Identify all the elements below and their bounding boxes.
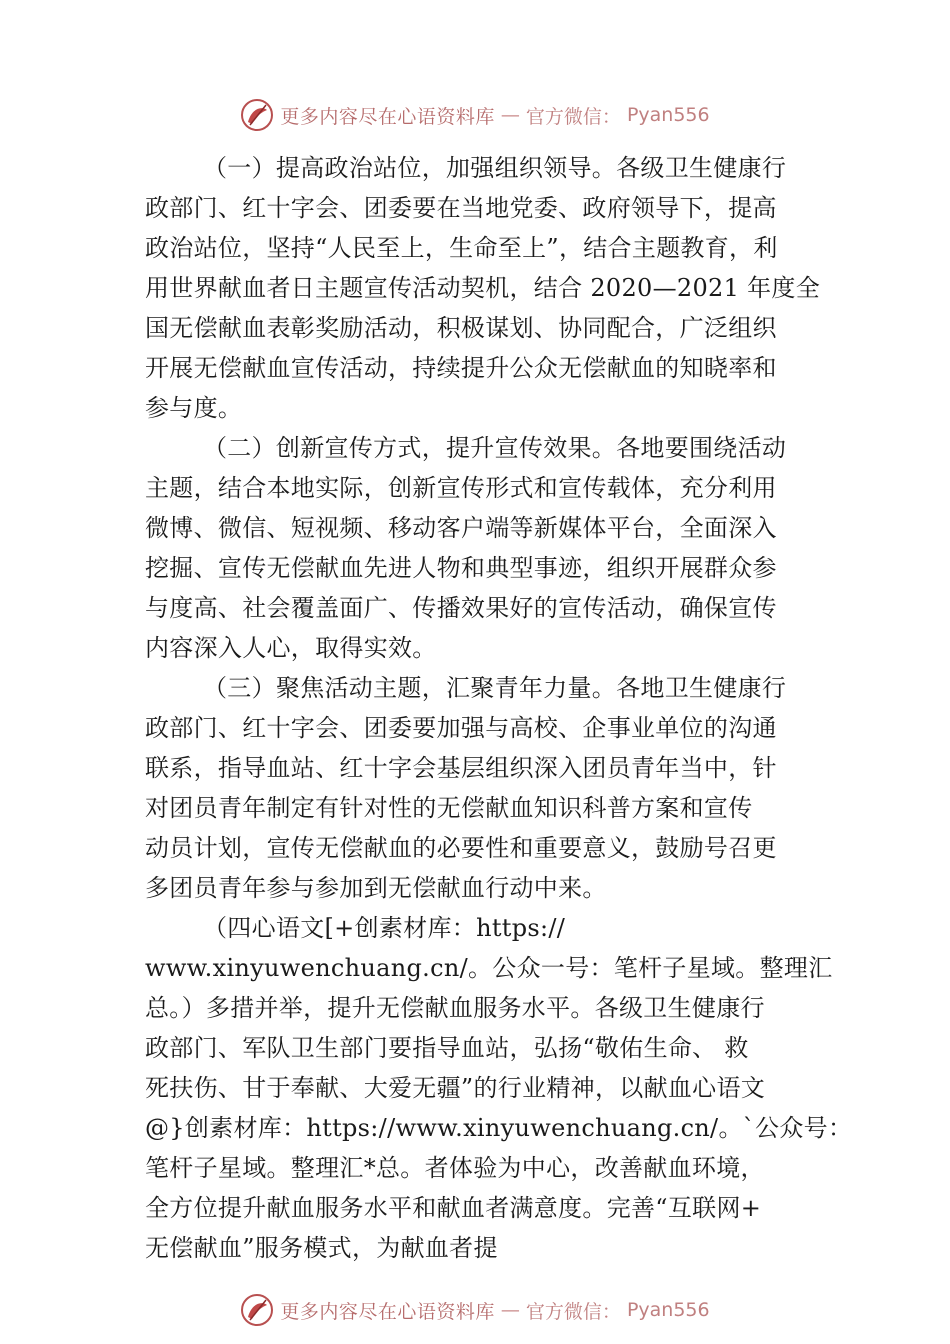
text-line: 与度高、社会覆盖面广、传播效果好的宣传活动，确保宣传 xyxy=(145,594,777,622)
document-body xyxy=(145,148,853,1268)
text-line: 联系，指导血站、红十字会基层组织深入团员青年当中，针 xyxy=(145,754,777,782)
wechat-label: 官方微信： xyxy=(525,105,621,128)
banner-text: 更多内容尽在心语资料库 xyxy=(280,105,495,128)
text-line: 政部门、军队卫生部门要指导血站，弘扬“敬佑生命、 救 xyxy=(145,1034,749,1062)
text-line: （三）聚焦活动主题，汇聚青年力量。各地卫生健康行 xyxy=(203,674,787,702)
wechat-id: Pyan556 xyxy=(626,1299,710,1321)
footer-banner xyxy=(0,1290,950,1330)
banner-separator: — xyxy=(500,104,520,126)
text-line: 政部门、红十字会、团委要加强与高校、企事业单位的沟通 xyxy=(145,714,777,742)
wechat-id: Pyan556 xyxy=(626,104,710,126)
text-line: 用世界献血者日主题宣传活动契机，结合 2020—2021 年度全 xyxy=(145,274,821,302)
wechat-label: 官方微信： xyxy=(525,1300,621,1323)
text-line: 政治站位，坚持“人民至上，生命至上”，结合主题教育，利 xyxy=(145,234,778,262)
text-line: 总。）多措并举，提升无偿献血服务水平。各级卫生健康行 xyxy=(145,994,765,1022)
header-banner xyxy=(0,95,950,135)
text-line: （二）创新宣传方式，提升宣传效果。各地要围绕活动 xyxy=(203,434,787,462)
text-line: （一）提高政治站位，加强组织领导。各级卫生健康行 xyxy=(203,154,787,182)
text-line: 全方位提升献血服务水平和献血者满意度。完善“互联网+ xyxy=(145,1194,762,1222)
text-line: 死扶伤、甘于奉献、大爱无疆”的行业精神，以献血心语文 xyxy=(145,1074,766,1102)
text-line: 对团员青年制定有针对性的无偿献血知识科普方案和宣传 xyxy=(145,794,753,822)
text-line: 主题，结合本地实际，创新宣传形式和宣传载体，充分利用 xyxy=(145,474,777,502)
text-line: @}创素材库：https://www.xinyuwenchuang.cn/。`公众号： xyxy=(145,1114,853,1142)
text-line: www.xinyuwenchuang.cn/。公众一号：笔杆子星域。整理汇 xyxy=(145,954,833,982)
text-line: 微博、微信、短视频、移动客户端等新媒体平台，全面深入 xyxy=(145,514,777,542)
text-line: 国无偿献血表彰奖励活动，积极谋划、协同配合，广泛组织 xyxy=(145,314,777,342)
text-line: 政部门、红十字会、团委要在当地党委、政府领导下，提高 xyxy=(145,194,777,222)
banner-separator: — xyxy=(500,1299,520,1321)
text-line: 内容深入人心，取得实效。 xyxy=(145,634,437,662)
banner-text: 更多内容尽在心语资料库 xyxy=(280,1300,495,1323)
text-line: 开展无偿献血宣传活动，持续提升公众无偿献血的知晓率和 xyxy=(145,354,777,382)
text-line: 多团员青年参与参加到无偿献血行动中来。 xyxy=(145,874,607,902)
text-line: 参与度。 xyxy=(145,394,243,422)
text-line: 动员计划，宣传无偿献血的必要性和重要意义，鼓励号召更 xyxy=(145,834,777,862)
brand-logo-icon xyxy=(240,1293,274,1327)
text-line: 无偿献血”服务模式，为献血者提 xyxy=(145,1234,498,1262)
text-line: 笔杆子星域。整理汇*总。者体验为中心，改善献血环境， xyxy=(145,1154,765,1182)
text-line: 挖掘、宣传无偿献血先进人物和典型事迹，组织开展群众参 xyxy=(145,554,777,582)
text-line: （四心语文[+创素材库：https:// xyxy=(203,914,566,942)
brand-logo-icon xyxy=(240,98,274,132)
